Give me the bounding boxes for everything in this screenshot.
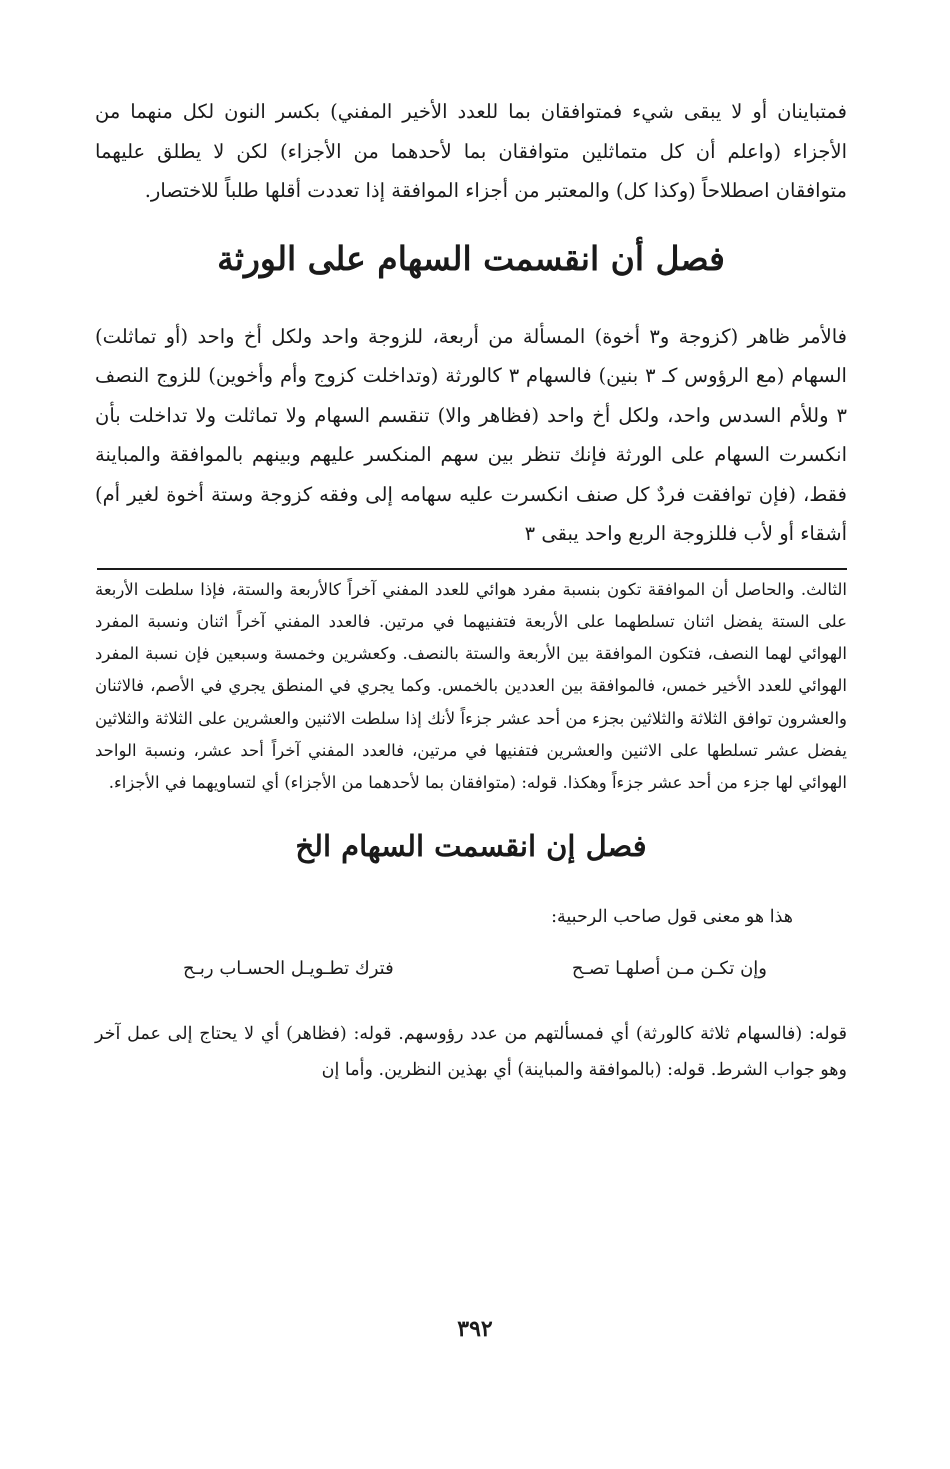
verse-line <box>95 954 847 984</box>
main-paragraph-1: فمتباينان أو لا يبقى شيء فمتوافقان بما للعدد الأخير المفني) بكسر النون لكل منهما من الأجزاء (واعلم أن كل متماثلين متوافقان بما لأحدهما من الأجزاء) لكن لا يطلق عليهما متوافقان اصطلاحاً (وكذا كل) والمعتبر من أجزاء الموافقة إذا تعددت أقلها طلباً للاختصار. <box>95 100 847 202</box>
footnote-divider <box>97 568 847 570</box>
verse-intro: هذا هو معنى قول صاحب الرحبية: <box>551 906 793 927</box>
section-heading-main: فصل أن انقسمت السهام على الورثة <box>217 238 725 278</box>
verse-second-hemistich: فترك تطـويـل الحسـاب ربـح <box>183 957 394 979</box>
commentary-paragraph: قوله: (فالسهام ثلاثة كالورثة) أي فمسألتهم من عدد رؤوسهم. قوله: (فظاهر) أي لا يحتاج إلى عمل آخر وهو جواب الشرط. قوله: (بالموافقة والمباينة) أي بهذين النظرين. وأما إن <box>95 1023 847 1080</box>
verse-first-hemistich: وإن تكـن مـن أصلهـا تصـح <box>571 957 767 979</box>
page-number: ٣٩٢ <box>457 1316 493 1342</box>
page-body <box>95 92 847 1088</box>
footnote-paragraph: الثالث. والحاصل أن الموافقة تكون بنسبة مفرد هوائي للعدد المفني آخراً كالأربعة والستة، فإذا سلطت الأربعة على الستة يفضل اثنان تسلطهما على الأربعة فتفنيهما في مرتين. فالعدد المفني آخراً اثنان ونسبة المفرد الهوائي لهما النصف، فتكون الموافقة بين الأربعة والستة بالنصف. وكعشرين وخمسة وسبعين فإن نسبة المفرد الهوائي للعدد الأخير خمس، فالموافقة بين العددين بالخمس. وكما يجري في المنطق يجري في الأصم، فالاثنان والعشرون توافق الثلاثة والثلاثين بجزء من أحد عشر جزءاً لأنك إذا سلطت الاثنين والعشرين على الثلاثة والثلاثين يفضل عشر تسلطها على الاثنين والعشرين فتفنيها في مرتين، فالعدد المفني آخراً أحد عشر، ونسبة الواحد الهوائي لها جزء من أحد عشر جزءاً وهكذا. قوله: (متوافقان بما لأحدهما من الأجزاء) أي لتساويهما في الأجزاء. <box>95 579 847 793</box>
section-heading-footnote: فصل إن انقسمت السهام الخ <box>295 828 647 863</box>
main-paragraph-2: فالأمر ظاهر (كزوجة و٣ أخوة) المسألة من أربعة، للزوجة واحد ولكل أخ واحد (أو تماثلت) السهام (مع الرؤوس كـ ٣ بنين) فالسهام ٣ كالورثة (وتداخلت كزوج وأم وأخوين) للزوج النصف ٣ وللأم السدس واحد، ولكل أخ واحد (فظاهر والا) تنقسم السهام ولا تماثلت ولا تداخلت بأن انكسرت السهام على الورثة فإنك تنظر بين سهم المنكسر عليهم وبينهم بالموافقة والمباينة فقط، (فإن توافقت فردٌ كل صنف انكسرت عليه سهامه إلى وفقه كزوجة وستة أخوة لغير أم) أشقاء أو لأب فللزوجة الربع واحد يبقى ٣ <box>95 324 848 545</box>
